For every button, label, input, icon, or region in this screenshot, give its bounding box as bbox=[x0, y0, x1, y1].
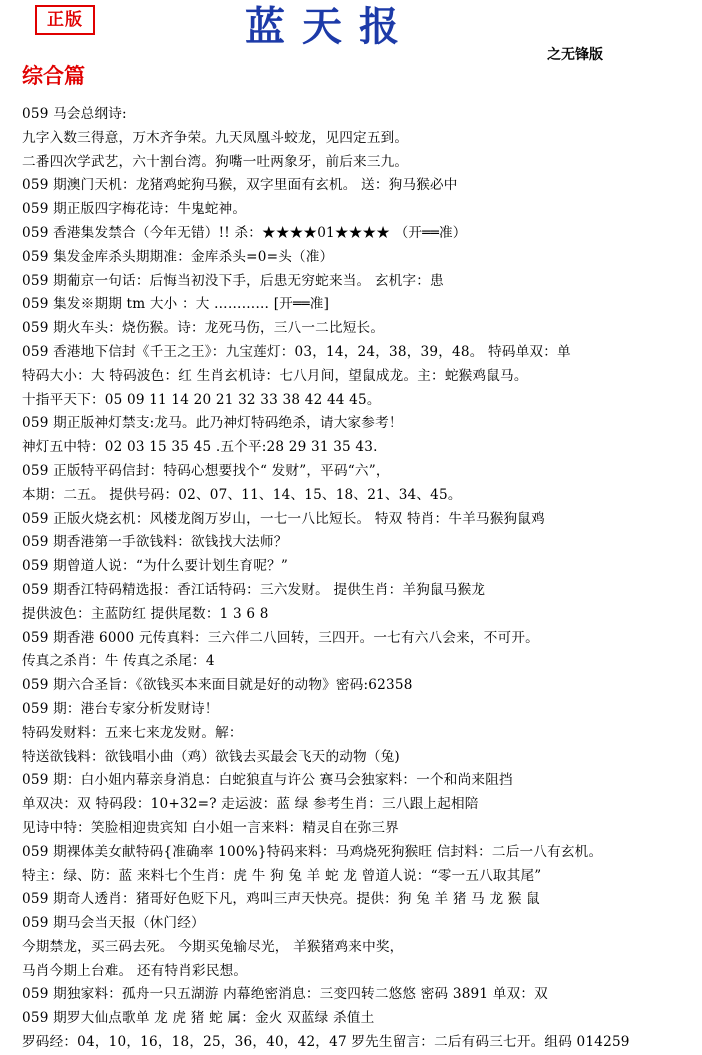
text-line: 059 期罗大仙点歌单 龙 虎 猪 蛇 属：金火 双蓝绿 杀值土 bbox=[22, 1010, 375, 1027]
text-line: 见诗中特：笑脸相迎贵宾知 白小姐一言来料：精灵自在弥三界 bbox=[22, 819, 399, 836]
text-line: 059 香港集发禁合（今年无错）!! 杀：★★★★01★★★★ （开══准） bbox=[22, 224, 467, 241]
text-line: 提供波色：主蓝防红 提供尾数：1 3 6 8 bbox=[22, 605, 269, 622]
edition-subtitle: 之无锋版 bbox=[547, 47, 603, 63]
text-line: 二番四次学武艺，六十割台湾。狗嘴一吐两象牙，前后来三九。 bbox=[22, 153, 409, 170]
section-heading: 综合篇 bbox=[22, 63, 85, 88]
text-line: 单双决：双 特码段：10+32=? 走运波：蓝 绿 参考生肖：三八跟上起相陪 bbox=[22, 796, 479, 813]
text-line: 059 期曾道人说：“为什么要计划生育呢？” bbox=[22, 558, 289, 575]
text-line: 059 期裸体美女献特码{准确率 100%}特码来料：马鸡烧死狗猴旺 信封料：二后一八有玄机。 bbox=[22, 843, 603, 860]
text-line: 059 香港地下信封《千王之王》：九宝莲灯：03，14，24，38，39，48。 特码单双：单 bbox=[22, 343, 571, 360]
text-line: 059 期香港第一手欲钱料：欲钱找大法师？ bbox=[22, 534, 288, 551]
text-line: 九字入数三得意，万木齐争荣。九天凤凰斗蛟龙，见四定五到。 bbox=[22, 129, 409, 146]
text-line: 059 期马会当天报（休门经） bbox=[22, 915, 205, 932]
text-line: 059 期香港 6000 元传真料：三六伴二八回转，三四开。一七有六八会来，不可开。 bbox=[22, 629, 539, 646]
text-line: 059 期六合圣旨：《欲钱买本来面目就是好的动物》密码:62358 bbox=[22, 677, 413, 694]
text-line: 059 期葡京一句话：后悔当初没下手，后患无穷蛇来当。 玄机字：患 bbox=[22, 272, 444, 289]
text-line: 传真之杀肖：牛 传真之杀尾：4 bbox=[22, 653, 215, 670]
text-line: 059 马会总纲诗: bbox=[22, 106, 127, 122]
text-line: 本期：二五。 提供号码：02、07、11、14、15、18、21、34、45。 bbox=[22, 486, 462, 503]
text-line: 今期禁龙，买三码去死。 今期买兔输尽光， 羊猴猪鸡来中奖， bbox=[22, 938, 404, 955]
text-line: 059 期：港台专家分析发财诗！ bbox=[22, 700, 219, 717]
text-line: 059 期独家料：孤舟一只五湖游 内幕绝密消息：三变四转二悠悠 密码 3891 单双：双 bbox=[22, 986, 548, 1003]
text-line: 特送欲钱料：欲钱唱小曲（鸡）欲钱去买最会飞天的动物（兔) bbox=[22, 748, 400, 765]
text-line: 059 期正版神灯禁支:龙马。此乃神灯特码绝杀，请大家参考！ bbox=[22, 415, 403, 432]
text-line: 059 期正版四字梅花诗：牛鬼蛇神。 bbox=[22, 201, 247, 218]
text-line: 罗码经：04，10，16，18，25，36，40，42，47 罗先生留言：二后有码三七开。组码 014259 bbox=[22, 1034, 630, 1051]
text-line: 059 期澳门天机：龙猪鸡蛇狗马猴，双字里面有玄机。 送：狗马猴必中 bbox=[22, 177, 458, 194]
text-line: 特码大小：大 特码波色：红 生肖玄机诗：七八月间，望鼠成龙。主：蛇猴鸡鼠马。 bbox=[22, 367, 528, 384]
text-line: 059 期奇人透肖：猪哥好色贬下凡，鸡叫三声天快亮。提供：狗 兔 羊 猪 马 龙 猴 鼠 bbox=[22, 891, 540, 908]
text-line: 059 期香江特码精选报：香江话特码：三六发财。 提供生肖：羊狗鼠马猴龙 bbox=[22, 581, 486, 598]
text-line: 十指平天下：05 09 11 14 20 21 32 33 38 42 44 45。 bbox=[22, 391, 381, 408]
text-line: 特码发财料：五来七来龙发财。解： bbox=[22, 724, 243, 741]
text-line: 059 集发金库杀头期期准：金库杀头=0=头（准） bbox=[22, 248, 334, 265]
text-line: 059 正版火烧玄机：风楼龙阁万岁山，一七一八比短长。 特双 特肖：牛羊马猴狗鼠鸡 bbox=[22, 510, 545, 527]
text-line: 059 集发※期期 tm 大小 ：大 ………… [开══准] bbox=[22, 296, 330, 313]
text-line: 059 期：白小姐内幕亲身消息：白蛇狼直与许公 赛马会独家料：一个和尚来阻挡 bbox=[22, 772, 513, 789]
newspaper-title: 蓝天报 bbox=[245, 3, 416, 50]
text-line: 059 正版特平码信封：特码心想要找个“ 发财”，平码“六”， bbox=[22, 462, 390, 479]
text-line: 神灯五中特：02 03 15 35 45 .五个平:28 29 31 35 43. bbox=[22, 439, 378, 456]
article-body bbox=[22, 103, 694, 1055]
text-line: 特主：绿、防：蓝 来料七个生肖：虎 牛 狗 兔 羊 蛇 龙 曾道人说：“零一五八取其尾” bbox=[22, 867, 542, 884]
text-line: 059 期火车头：烧伤猴。诗：龙死马伤，三八一二比短长。 bbox=[22, 320, 385, 337]
text-line: 马肖今期上台难。 还有特肖彩民想。 bbox=[22, 962, 248, 979]
edition-badge: 正版 bbox=[35, 5, 95, 35]
